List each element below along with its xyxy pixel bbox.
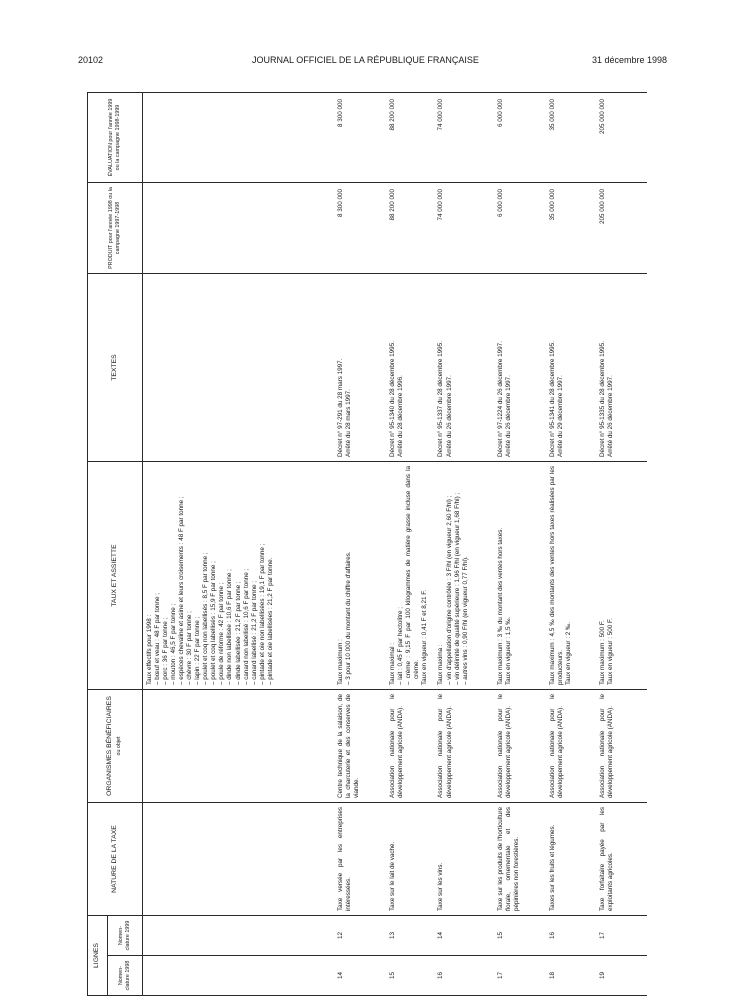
produit-cell: 88 200 000 — [386, 183, 434, 274]
taux-line: – vin délimité de qualité supérieure : 1,96 F/hl (en vigueur 1,68 F/hl) ; — [453, 492, 461, 685]
nomenclature-1998-cell: 19 — [596, 956, 647, 996]
evaluation-cell: 88 200 000 — [386, 93, 434, 183]
taux-cell — [546, 462, 597, 690]
taux-line: – mouton : 46,5 F par tonne ; — [170, 603, 178, 685]
empty-cell — [143, 916, 335, 956]
organismes-cell: Centre technique de la salaison, de la charcuterie et des conserves de viande. — [334, 690, 386, 803]
textes-line: Arrêté du 26 décembre 1997. — [505, 375, 513, 457]
table-row — [434, 93, 494, 996]
textes-cell — [386, 274, 434, 462]
header-taux: TAUX ET ASSIETTE — [88, 462, 143, 690]
textes-line: Arrêté du 26 décembre 1997. — [607, 375, 615, 457]
nature-cell: Taxe sur le lait de vache. — [386, 803, 434, 916]
header-lignes: LIGNES — [88, 916, 108, 996]
evaluation-cell: 8 300 000 — [334, 93, 386, 183]
taux-line: Taux maxima : — [437, 644, 445, 685]
nomenclature-1998-cell: 17 — [494, 956, 546, 996]
taux-line: Taux en vigueur : 2 ‰. — [564, 621, 572, 685]
textes-line: Arrêté du 28 décembre 1996. — [397, 375, 405, 457]
nomenclature-1999-cell: 17 — [596, 916, 647, 956]
continuation-row — [143, 93, 335, 996]
textes-cell — [334, 274, 386, 462]
taux-cell — [334, 462, 386, 690]
empty-cell — [143, 183, 335, 274]
empty-cell — [143, 274, 335, 462]
table-row — [334, 93, 386, 996]
taux-line: – crème : 9,15 F par 100 kilogrammes de matière grasse incluse dans la crème. — [405, 466, 421, 685]
textes-line: Arrêté du 28 mars 1997. — [345, 389, 353, 457]
taux-line: Taux effectifs pour 1998 : — [146, 614, 153, 685]
header-organismes — [88, 690, 143, 803]
nomenclature-1998-cell: 18 — [546, 956, 597, 996]
textes-cell — [434, 274, 494, 462]
journal-title: JOURNAL OFFICIEL DE LA RÉPUBLIQUE FRANÇAISE — [252, 55, 479, 65]
taux-cell — [494, 462, 546, 690]
evaluation-cell: 6 000 000 — [494, 93, 546, 183]
nature-cell: Taxe versée par les entreprises intéressées. — [334, 803, 386, 916]
taux-line: – chèvre : 30 F par tonne ; — [186, 611, 194, 685]
organismes-cell: Association nationale pour le développement agricole (ANDA). — [596, 690, 647, 803]
textes-line: Décret n° 97-1224 du 26 décembre 1997. — [497, 341, 505, 457]
taux-line: Taux maximum : 4,5 ‰ des montants des ventes hors taxes réalisées par les producteurs. — [548, 466, 564, 685]
nomenclature-1998-cell: 15 — [386, 956, 434, 996]
taux-line: Taux maximum : 500 F. — [599, 620, 607, 685]
continuation-taux-cell — [143, 462, 335, 690]
nature-cell: Taxe sur les produits de l'horticulture florale, ornementale et des pépinières non forestières. — [494, 803, 546, 916]
taux-line: – bœuf et veau : 48 F par tonne ; — [154, 592, 162, 685]
taux-line: – pintade et oie labellisées : 21,2 F par tonne. — [266, 557, 274, 685]
textes-line: Arrêté du 29 décembre 1997. — [556, 375, 564, 457]
taux-line: – autres vins : 0,90 F/hl (en vigueur 0,77 F/hl). — [461, 556, 469, 685]
textes-cell — [596, 274, 647, 462]
taux-line: Taux en vigueur : 0,41 F et 8,21 F. — [421, 589, 429, 685]
header-nature: NATURE DE LA TAXE — [88, 803, 143, 916]
table-row — [596, 93, 647, 996]
taux-line: – espèces chevaline et asine et leurs croisements : 48 F par tonne ; — [178, 496, 186, 685]
table-row — [386, 93, 434, 996]
taux-line: – 3 pour 10 000 du montant du chiffre d'affaires. — [345, 551, 353, 685]
produit-cell: 205 000 000 — [596, 183, 647, 274]
taux-line: Taux en vigueur : 1,5 ‰. — [505, 616, 513, 685]
taux-cell — [596, 462, 647, 690]
textes-line: Décret n° 95-1341 du 28 décembre 1995. — [548, 341, 556, 457]
issue-date: 31 décembre 1998 — [591, 55, 667, 65]
taux-line: – lait : 0,45 F par hectolitre ; — [397, 606, 405, 685]
textes-cell — [546, 274, 597, 462]
produit-cell: 8 300 000 — [334, 183, 386, 274]
taux-line: – poulet et coq labellisés : 15,9 F par tonne ; — [210, 561, 218, 685]
taux-line: – canard non labellisé : 10,6 F par tonne ; — [242, 568, 250, 685]
taux-line: Taux maximal : — [388, 643, 396, 685]
taux-line: – poule de réforme : 42 F par tonne ; — [218, 582, 226, 685]
taux-line: – poulet et coq non labellisés : 8,5 F par tonne ; — [202, 552, 210, 685]
evaluation-cell: 205 000 000 — [596, 93, 647, 183]
taux-cell — [386, 462, 434, 690]
taux-cell — [434, 462, 494, 690]
taux-line: Taux maximum : 3 ‰ du montant des ventes hors taxes. — [497, 527, 505, 685]
nomenclature-1999-cell: 14 — [434, 916, 494, 956]
header-nomenclature-1999: Nomen-clature 1999 — [108, 916, 143, 956]
table-row — [546, 93, 597, 996]
organismes-cell: Association nationale pour le développement agricole (ANDA). — [434, 690, 494, 803]
textes-line: Décret n° 95-1335 du 28 décembre 1995. — [599, 341, 607, 457]
produit-cell: 6 000 000 — [494, 183, 546, 274]
taux-line: Taux en vigueur : 500 F. — [607, 618, 615, 685]
nomenclature-1999-cell: 16 — [546, 916, 597, 956]
textes-line: Décret n° 97-291 du 28 mars 1997. — [337, 358, 345, 457]
taux-line: Taux maximum : — [337, 639, 345, 685]
empty-cell — [143, 93, 335, 183]
tax-table — [87, 92, 647, 996]
nature-cell: Taxe forfaitaire payée par les exploitants agricoles. — [596, 803, 647, 916]
produit-cell: 35 000 000 — [546, 183, 597, 274]
header-textes: TEXTES — [88, 274, 143, 462]
textes-line: Décret n° 95-1340 du 28 décembre 1995. — [388, 341, 396, 457]
nature-cell: Taxes sur les fruits et légumes. — [546, 803, 597, 916]
nomenclature-1999-cell: 13 — [386, 916, 434, 956]
evaluation-cell: 74 000 000 — [434, 93, 494, 183]
organismes-cell: Association nationale pour le développement agricole (ANDA). — [546, 690, 597, 803]
header-evaluation: ÉVALUATION pour l'année 1999 ou la campagne 1998-1999 — [88, 93, 143, 183]
produit-cell: 74 000 000 — [434, 183, 494, 274]
empty-cell — [143, 690, 335, 803]
nomenclature-1999-cell: 15 — [494, 916, 546, 956]
textes-line: Arrêté du 26 décembre 1997. — [445, 375, 453, 457]
textes-line: Décret n° 95-1337 du 28 décembre 1995. — [437, 341, 445, 457]
organismes-cell: Association nationale pour le développement agricole (ANDA). — [386, 690, 434, 803]
taux-line: – vin d'appellation d'origine contrôlée : 3 F/hl (en vigueur 2,60 F/hl) ; — [445, 495, 453, 685]
taux-line: – pintade et oie non labellisées : 19,1 F par tonne ; — [258, 543, 266, 685]
table-row — [494, 93, 546, 996]
textes-cell — [494, 274, 546, 462]
header-nomenclature-1998: Nomen-clature 1998 — [108, 956, 143, 996]
nomenclature-1998-cell: 14 — [334, 956, 386, 996]
table-rotation-layer — [87, 93, 647, 996]
table-body — [143, 93, 648, 996]
nomenclature-1998-cell: 16 — [434, 956, 494, 996]
taux-line: – dinde labellisée : 21,2 F par tonne ; — [234, 581, 242, 685]
evaluation-cell: 35 000 000 — [546, 93, 597, 183]
taux-line: – porc : 36 F par tonne ; — [162, 617, 170, 685]
empty-cell — [143, 803, 335, 916]
page-number: 20102 — [78, 55, 104, 65]
header-produit: PRODUIT pour l'année 1998 ou la campagne 1997-1998 — [88, 183, 143, 274]
rotated-table-frame — [87, 93, 647, 996]
nature-cell: Taxe sur les vins. — [434, 803, 494, 916]
taux-line: – canard labellisé : 21,2 F par tonne ; — [250, 581, 258, 685]
organismes-cell: Association nationale pour le développement agricole (ANDA). — [494, 690, 546, 803]
taux-line: – lapin : 22 F par tonne ; — [194, 616, 202, 685]
taux-line: – dinde non labellisée : 10,6 F par tonne ; — [226, 569, 234, 685]
header-organismes-title: ORGANISMES BÉNÉFICIAIRES — [106, 696, 114, 796]
nomenclature-1999-cell: 12 — [334, 916, 386, 956]
header-organismes-subtitle: ou objet — [116, 736, 122, 756]
